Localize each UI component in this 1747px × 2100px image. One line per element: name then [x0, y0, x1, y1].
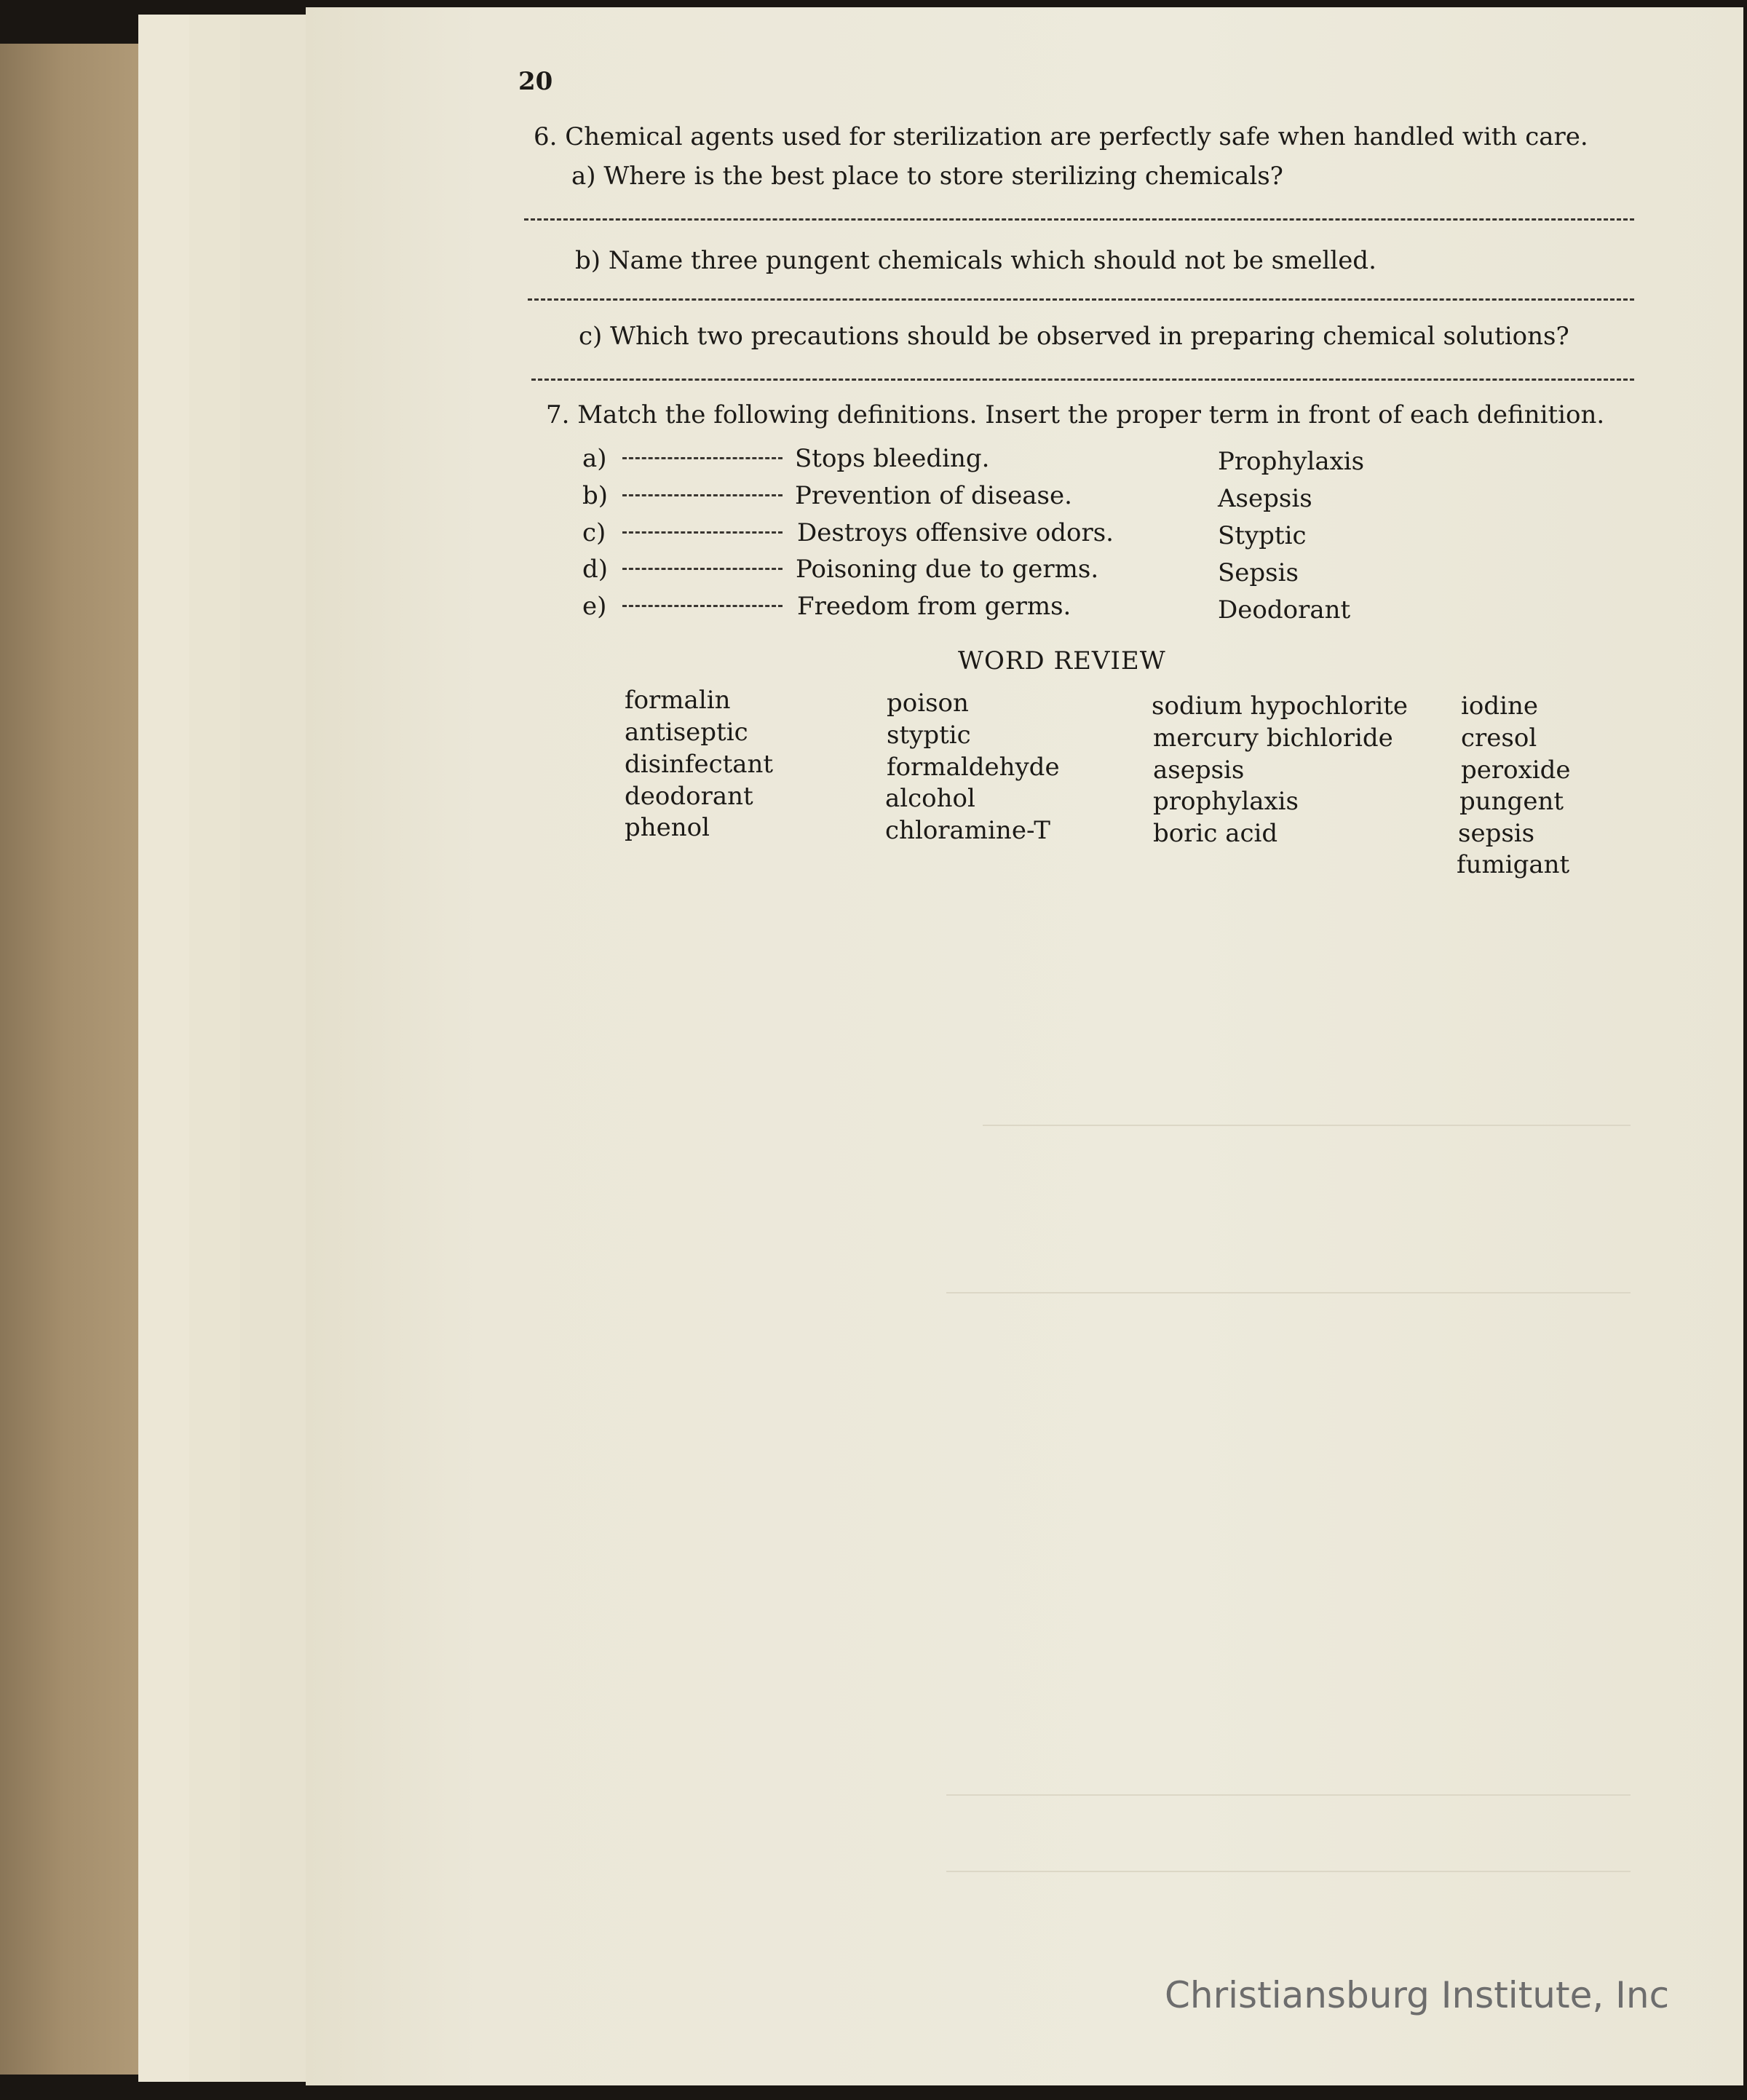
word: mercury bichloride: [1153, 724, 1393, 753]
word: iodine: [1461, 692, 1539, 721]
q6-a: a) Where is the best place to store sterilizing chemicals?: [571, 162, 1283, 191]
q6-b: b) Name three pungent chemicals which should not be smelled.: [575, 246, 1376, 275]
answer-line: [531, 379, 1634, 381]
answer-blank: [622, 444, 783, 473]
answer-line: [528, 298, 1634, 301]
item-definition: Freedom from germs.: [797, 592, 1071, 621]
word: boric acid: [1153, 819, 1278, 848]
word: pungent: [1459, 787, 1564, 816]
q6-c: c) Which two precautions should be observed in preparing chemical solutions?: [579, 322, 1569, 351]
show-through-line: [946, 1292, 1631, 1293]
word: alcohol: [885, 784, 975, 813]
item-term: Styptic: [1218, 521, 1307, 550]
item-letter: a): [582, 444, 607, 473]
q7-stem: 7. Match the following definitions. Insert the proper term in front of each definition.: [546, 400, 1605, 429]
answer-line: [524, 218, 1634, 221]
watermark: Christiansburg Institute, Inc: [1165, 1974, 1670, 2016]
word: peroxide: [1461, 756, 1571, 785]
item-term: Prophylaxis: [1218, 447, 1365, 476]
word: prophylaxis: [1153, 787, 1299, 816]
item-letter: b): [582, 481, 609, 510]
word: deodorant: [625, 782, 753, 811]
item-definition: Poisoning due to germs.: [796, 555, 1099, 584]
page-number: 20: [518, 67, 553, 96]
word: sepsis: [1458, 819, 1535, 848]
item-definition: Prevention of disease.: [795, 481, 1072, 510]
show-through-line: [946, 1794, 1631, 1796]
word: formalin: [625, 686, 731, 715]
item-letter: d): [582, 555, 609, 584]
word: poison: [887, 689, 969, 718]
word: fumigant: [1457, 850, 1570, 879]
item-term: Deodorant: [1218, 595, 1351, 625]
show-through-line: [946, 1871, 1631, 1872]
answer-blank: [622, 592, 783, 621]
word: cresol: [1461, 724, 1537, 753]
book-page: [306, 7, 1743, 2085]
q6-stem: 6. Chemical agents used for sterilization are perfectly safe when handled with care.: [534, 122, 1588, 151]
word: chloramine-T: [885, 816, 1050, 845]
answer-blank: [622, 555, 783, 584]
word: styptic: [887, 721, 971, 750]
word: disinfectant: [625, 750, 774, 779]
item-definition: Stops bleeding.: [795, 444, 990, 473]
item-term: Asepsis: [1218, 484, 1312, 513]
word: formaldehyde: [887, 753, 1060, 782]
word-review-title: WORD REVIEW: [958, 646, 1166, 675]
item-letter: e): [582, 592, 607, 621]
show-through-line: [983, 1125, 1631, 1126]
answer-blank: [622, 481, 783, 510]
word: phenol: [625, 813, 710, 842]
word: sodium hypochlorite: [1152, 692, 1409, 721]
item-term: Sepsis: [1218, 558, 1299, 587]
item-definition: Destroys offensive odors.: [797, 518, 1114, 547]
word: antiseptic: [625, 718, 748, 747]
item-letter: c): [582, 518, 606, 547]
word: asepsis: [1153, 756, 1245, 785]
answer-blank: [622, 518, 783, 547]
book-cover-edge: [0, 44, 160, 2075]
